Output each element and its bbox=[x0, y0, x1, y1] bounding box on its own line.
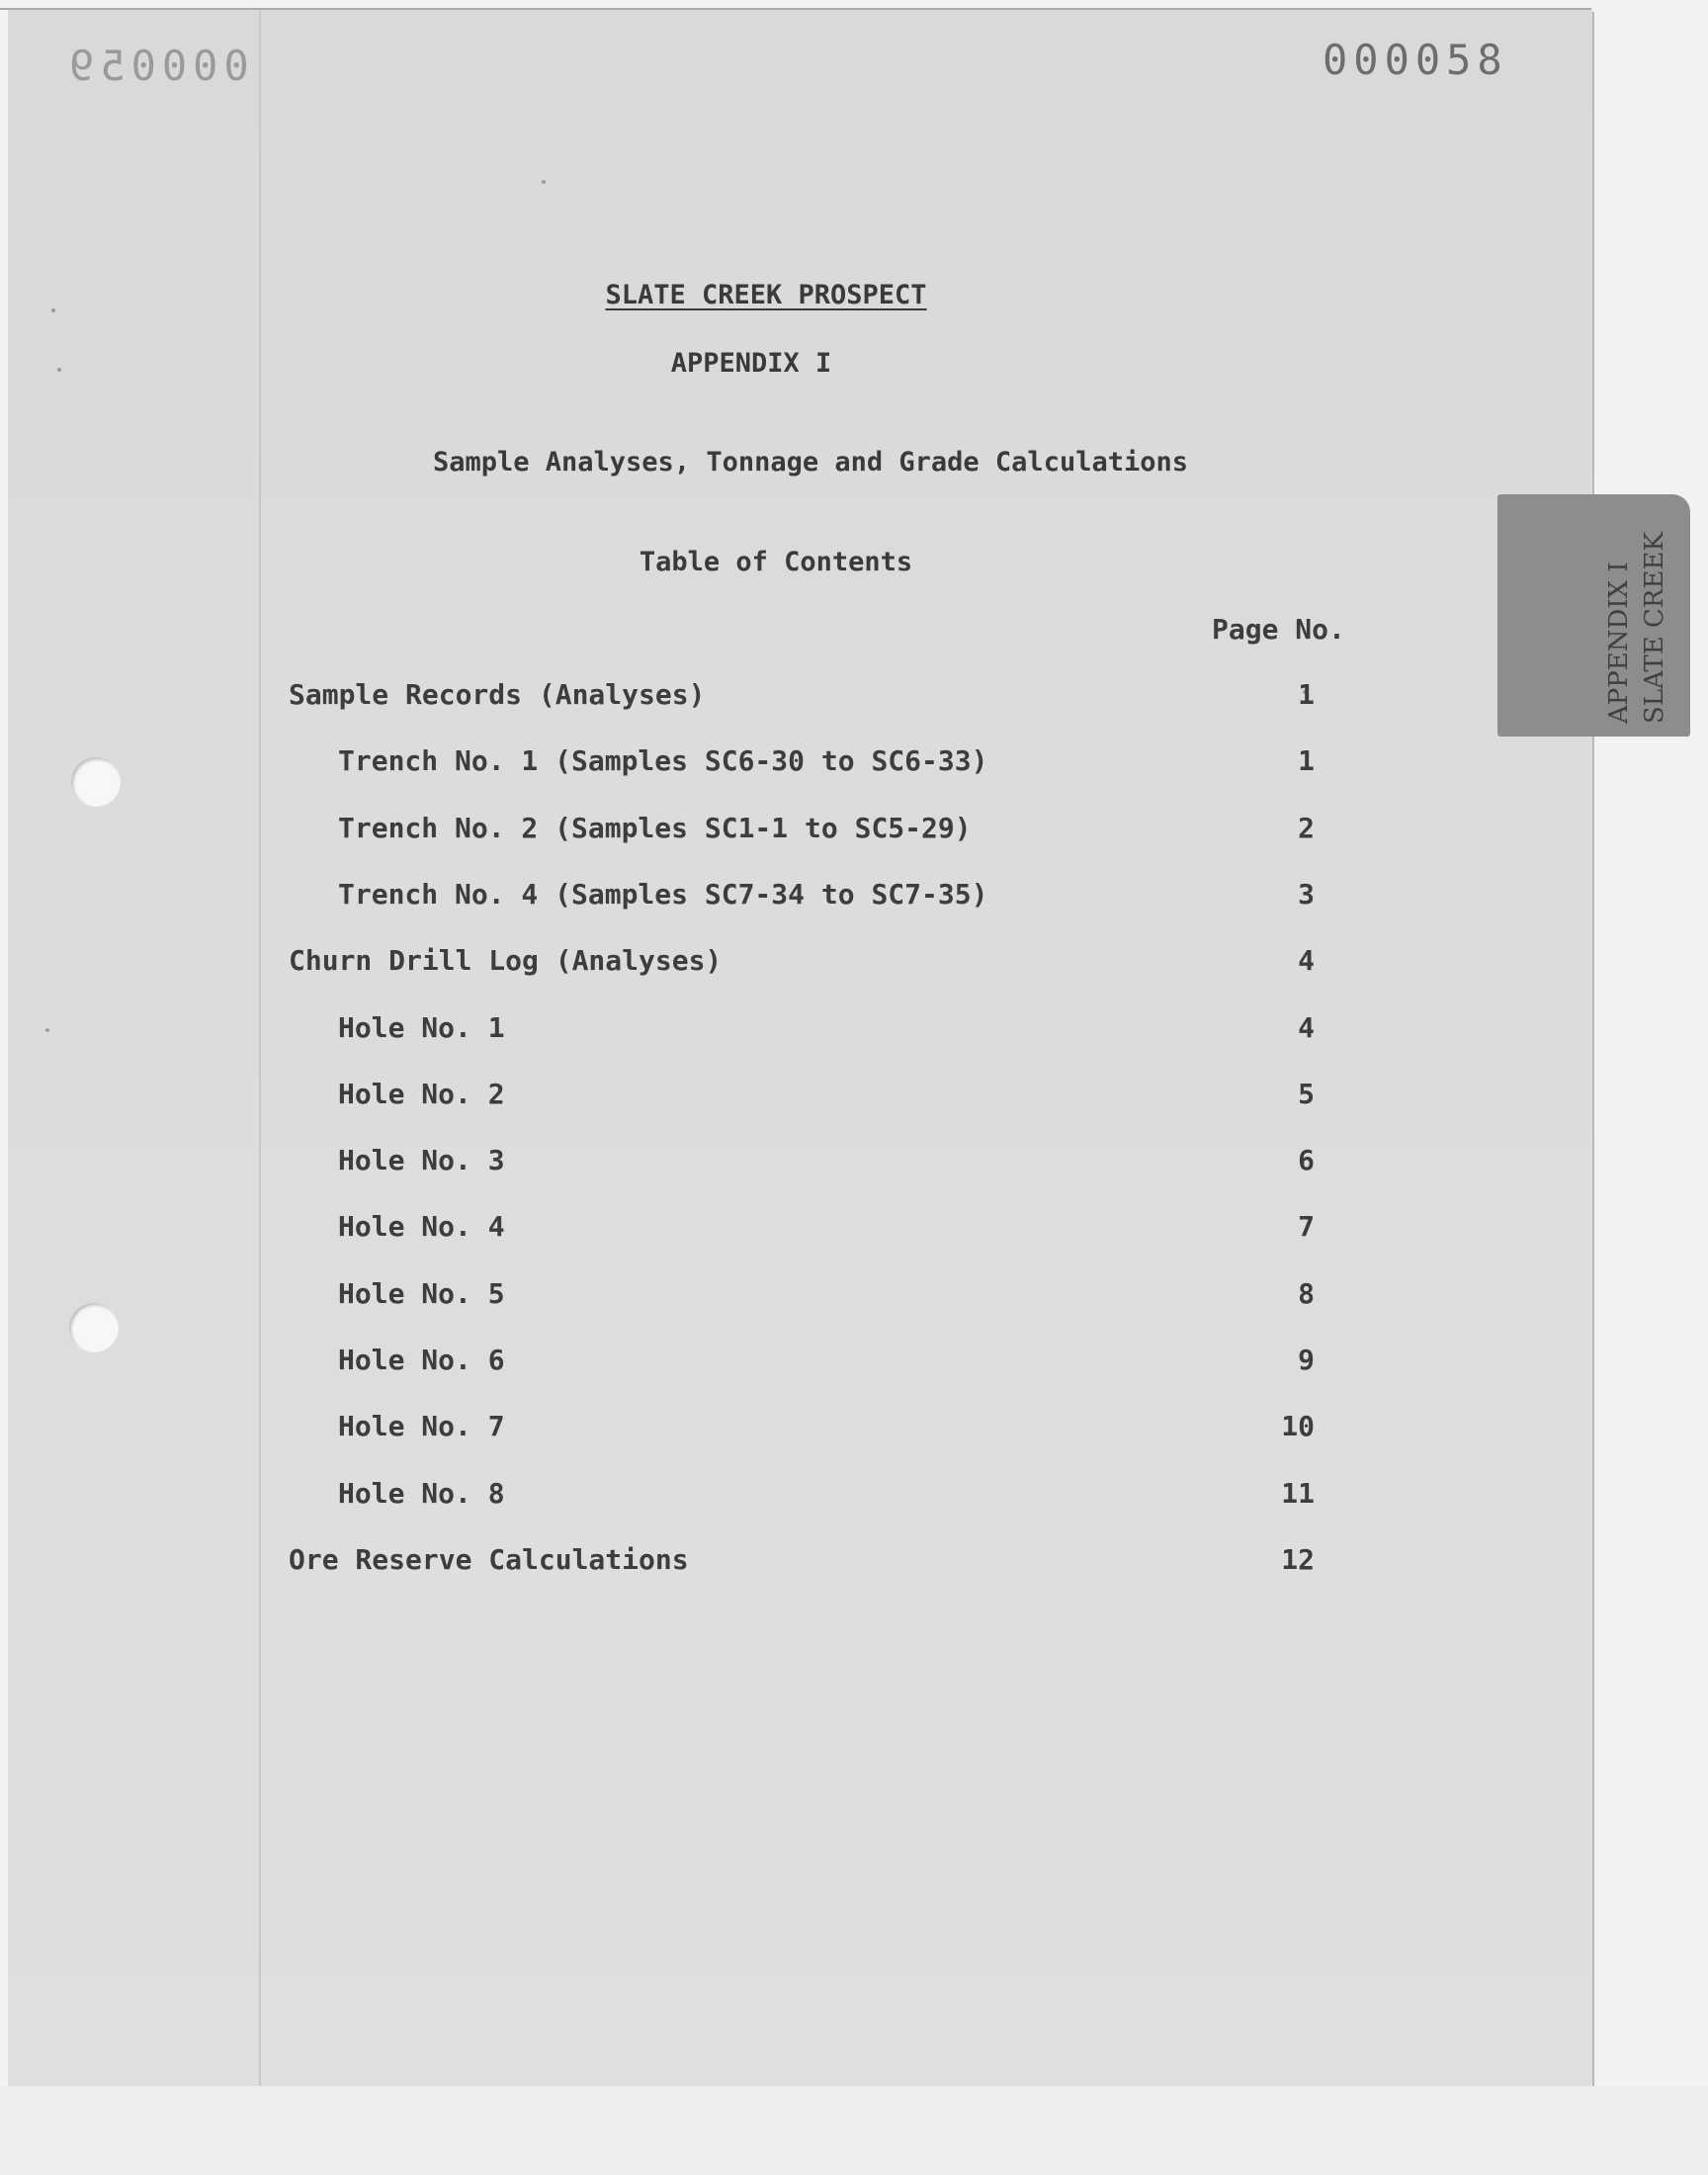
toc-entry-label: Hole No. 5 bbox=[338, 1277, 505, 1310]
document-number: 000058 bbox=[1323, 36, 1508, 84]
page-number-column-header: Page No. bbox=[1212, 613, 1345, 646]
toc-entry bbox=[0, 744, 1384, 784]
toc-entry-label: Hole No. 3 bbox=[338, 1144, 505, 1176]
toc-entry bbox=[0, 1277, 1384, 1317]
toc-entry-label: Hole No. 8 bbox=[338, 1477, 505, 1510]
appendix-heading: APPENDIX I bbox=[670, 348, 832, 379]
scan-bottom-margin bbox=[0, 2086, 1708, 2175]
toc-entry-label: Trench No. 2 (Samples SC1-1 to SC5-29) bbox=[338, 812, 972, 844]
appendix-index-tab-label bbox=[1601, 506, 1672, 724]
toc-entry-label: Hole No. 2 bbox=[338, 1078, 505, 1110]
toc-entry-page-number: 1 bbox=[1298, 678, 1315, 711]
toc-entry-page-number: 8 bbox=[1298, 1277, 1315, 1310]
toc-entry bbox=[0, 1210, 1384, 1250]
toc-entry-page-number: 4 bbox=[1298, 1011, 1315, 1044]
toc-entry-page-number: 10 bbox=[1281, 1410, 1315, 1442]
toc-entry-page-number: 5 bbox=[1298, 1078, 1315, 1110]
toc-entry bbox=[0, 1410, 1384, 1449]
toc-entry-label: Hole No. 6 bbox=[338, 1344, 505, 1376]
toc-entry bbox=[0, 1543, 1384, 1583]
toc-entry bbox=[0, 812, 1384, 851]
document-title: SLATE CREEK PROSPECT bbox=[605, 280, 927, 310]
toc-entry-page-number: 11 bbox=[1281, 1477, 1315, 1510]
toc-entry bbox=[0, 1477, 1384, 1517]
tab-label-line-2: SLATE CREEK bbox=[1640, 532, 1669, 724]
mirrored-document-number: 000059 bbox=[63, 42, 249, 90]
toc-entry-page-number: 4 bbox=[1298, 944, 1315, 977]
toc-entry-label: Trench No. 4 (Samples SC7-34 to SC7-35) bbox=[338, 878, 988, 911]
toc-entry bbox=[0, 878, 1384, 917]
toc-entry bbox=[0, 944, 1384, 984]
toc-entry-page-number: 3 bbox=[1298, 878, 1315, 911]
toc-entry bbox=[0, 1078, 1384, 1117]
toc-entry bbox=[0, 1344, 1384, 1383]
toc-entry-label: Sample Records (Analyses) bbox=[289, 678, 706, 711]
toc-entry-page-number: 6 bbox=[1298, 1144, 1315, 1176]
table-of-contents-heading: Table of Contents bbox=[639, 547, 913, 577]
toc-entry bbox=[0, 1011, 1384, 1051]
toc-entry-page-number: 7 bbox=[1298, 1210, 1315, 1243]
scan-speck bbox=[542, 180, 546, 184]
toc-entry-page-number: 9 bbox=[1298, 1344, 1315, 1376]
toc-entry-label: Hole No. 4 bbox=[338, 1210, 505, 1243]
toc-entry-label: Churn Drill Log (Analyses) bbox=[289, 944, 723, 977]
toc-entry bbox=[0, 678, 1384, 718]
toc-entry-label: Ore Reserve Calculations bbox=[289, 1543, 689, 1576]
tab-label-line-1: APPENDIX I bbox=[1604, 562, 1634, 724]
toc-entry bbox=[0, 1144, 1384, 1183]
toc-entry-page-number: 1 bbox=[1298, 744, 1315, 777]
document-subtitle: Sample Analyses, Tonnage and Grade Calculations bbox=[432, 447, 1188, 478]
toc-entry-label: Hole No. 1 bbox=[338, 1011, 505, 1044]
toc-entry-label: Trench No. 1 (Samples SC6-30 to SC6-33) bbox=[338, 744, 988, 777]
toc-entry-page-number: 12 bbox=[1281, 1543, 1315, 1576]
toc-entry-page-number: 2 bbox=[1298, 812, 1315, 844]
toc-entry-label: Hole No. 7 bbox=[338, 1410, 505, 1442]
